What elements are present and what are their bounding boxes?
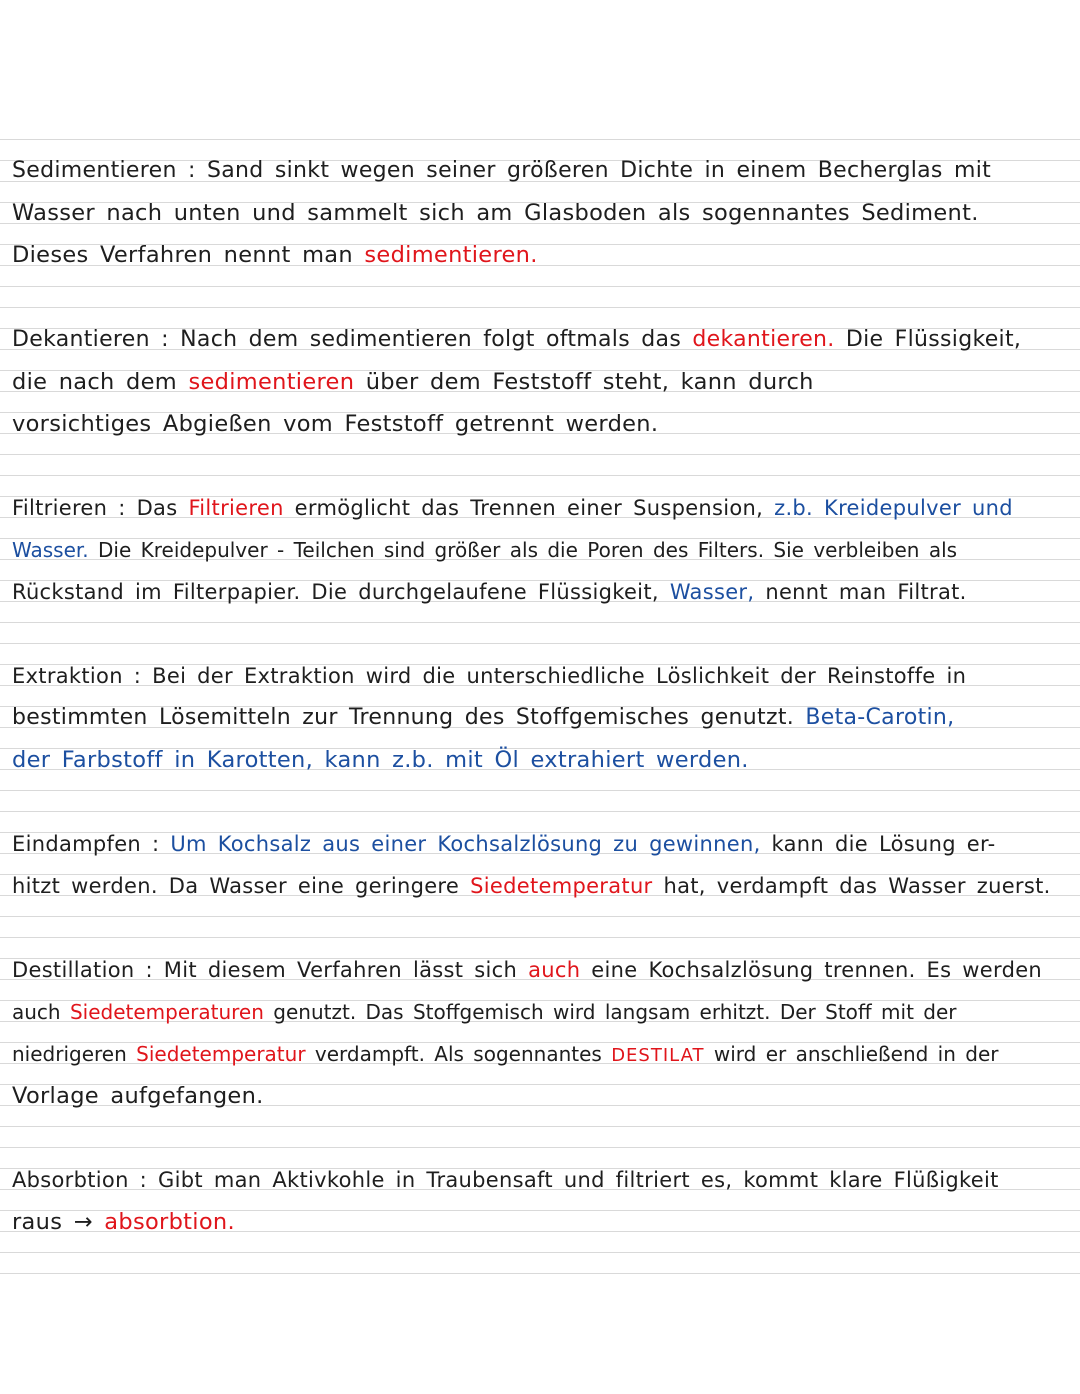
text-segment: Destillation : Mit diesem Verfahren lässt sich (12, 958, 518, 982)
text-segment: Absorbtion : Gibt man Aktivkohle in Traubensaft und filtriert es, kommt klare Flüßigkeit (12, 1168, 999, 1192)
text-segment: Siedetemperaturen (69, 1000, 264, 1024)
sedimentieren-line-1 (12, 156, 1064, 186)
text-segment: Um Kochsalz aus einer Kochsalzlösung zu gewinnen, (170, 832, 761, 856)
text-segment: vorsichtiges Abgießen vom Feststoff getrennt werden. (12, 411, 659, 437)
text-segment: Wasser. (12, 538, 89, 562)
text-segment: Sedimentieren : (12, 158, 196, 183)
dekantieren-line-1 (12, 325, 1064, 355)
text-segment: hat, verdampft das Wasser zuerst. (663, 874, 1051, 898)
ruled-line (0, 1126, 1080, 1127)
filtrieren-line-1 (12, 493, 1064, 523)
text-segment: DESTILAT (611, 1045, 705, 1066)
extraktion-line-2 (12, 703, 1064, 733)
ruled-line (0, 811, 1080, 812)
destillation-line-4 (12, 1081, 1064, 1111)
text-segment: bestimmten Lösemitteln zur Trennung des Stoffgemisches genutzt. (12, 705, 795, 730)
ruled-line (0, 1252, 1080, 1253)
dekantieren-line-3 (12, 409, 1064, 439)
text-segment: der Farbstoff in Karotten, kann z.b. mit Öl extrahiert werden. (12, 747, 749, 773)
destillation-line-2 (12, 997, 1064, 1027)
ruled-line (0, 286, 1080, 287)
text-segment: ermöglicht das Trennen einer Suspension, (294, 496, 764, 520)
text-segment: genutzt. Das Stoffgemisch wird langsam erhitzt. Der Stoff mit der (273, 1000, 957, 1024)
text-segment: Siedetemperatur (136, 1042, 306, 1066)
ruled-line (0, 643, 1080, 644)
ruled-line (0, 475, 1080, 476)
ruled-line (0, 1273, 1080, 1274)
text-segment: Sand sinkt wegen seiner größeren Dichte in einem Becherglas mit (207, 158, 992, 183)
text-segment: hitzt werden. Da Wasser eine geringere (12, 874, 460, 898)
extraktion-line-3 (12, 745, 1064, 775)
text-segment: auch (528, 958, 581, 982)
ruled-line (0, 790, 1080, 791)
extraktion-line-1 (12, 661, 1064, 691)
text-segment: kann die Lösung er- (771, 832, 996, 856)
text-segment: verdampft. Als sogennantes (314, 1042, 602, 1066)
text-segment: Filtrieren (188, 496, 284, 520)
text-segment: Eindampfen : (12, 832, 160, 856)
ruled-line (0, 454, 1080, 455)
text-segment: niedrigeren (12, 1042, 127, 1066)
text-segment: Filtrieren : Das (12, 496, 178, 520)
text-segment: Rückstand im Filterpapier. Die durchgelaufene Flüssigkeit, (12, 580, 659, 604)
text-segment: die nach dem (12, 369, 178, 395)
destillation-line-3 (12, 1039, 1064, 1071)
text-segment: Beta-Carotin, (805, 705, 955, 730)
text-segment: sedimentieren (188, 369, 355, 395)
dekantieren-line-2 (12, 367, 1064, 397)
text-segment: Extraktion : Bei der Extraktion wird die unterschiedliche Löslichkeit der Reinstoffe in (12, 664, 967, 688)
text-segment: Die Kreidepulver - Teilchen sind größer als die Poren des Filters. Sie verbleiben als (98, 538, 958, 562)
ruled-line (0, 937, 1080, 938)
text-segment: Dieses Verfahren nennt man (12, 242, 353, 268)
text-segment: wird er anschließend in der (713, 1042, 999, 1066)
text-segment: Siedetemperatur (470, 874, 653, 898)
text-segment: über dem Feststoff steht, kann durch (365, 369, 814, 395)
ruled-line (0, 622, 1080, 623)
eindampfen-line-2 (12, 871, 1064, 901)
absorbtion-line-2 (12, 1207, 1064, 1237)
text-segment: Dekantieren : Nach dem sedimentieren folgt oftmals das (12, 327, 682, 352)
absorbtion-line-1 (12, 1165, 1064, 1195)
text-segment: z.b. Kreidepulver und (774, 496, 1013, 520)
text-segment: nennt man Filtrat. (765, 580, 967, 604)
text-segment: sedimentieren. (364, 242, 538, 268)
text-segment: eine Kochsalzlösung trennen. Es werden (591, 958, 1043, 982)
filtrieren-line-3 (12, 577, 1064, 607)
text-segment: dekantieren. (692, 327, 835, 352)
text-segment: Vorlage aufgefangen. (12, 1083, 264, 1109)
ruled-line (0, 916, 1080, 917)
filtrieren-line-2 (12, 535, 1064, 565)
ruled-line (0, 307, 1080, 308)
ruled-line (0, 1147, 1080, 1148)
sedimentieren-line-2 (12, 198, 1064, 228)
sedimentieren-line-3 (12, 240, 1064, 270)
text-segment: absorbtion. (104, 1209, 235, 1235)
text-segment: Wasser nach unten und sammelt sich am Glasboden als sogennantes Sediment. (12, 200, 979, 226)
text-segment: Wasser, (669, 580, 755, 604)
eindampfen-line-1 (12, 829, 1064, 859)
ruled-line (0, 139, 1080, 140)
destillation-line-1 (12, 955, 1064, 985)
text-segment: raus → (12, 1209, 93, 1235)
text-segment: Die Flüssigkeit, (845, 327, 1022, 352)
text-segment: auch (12, 1000, 61, 1024)
